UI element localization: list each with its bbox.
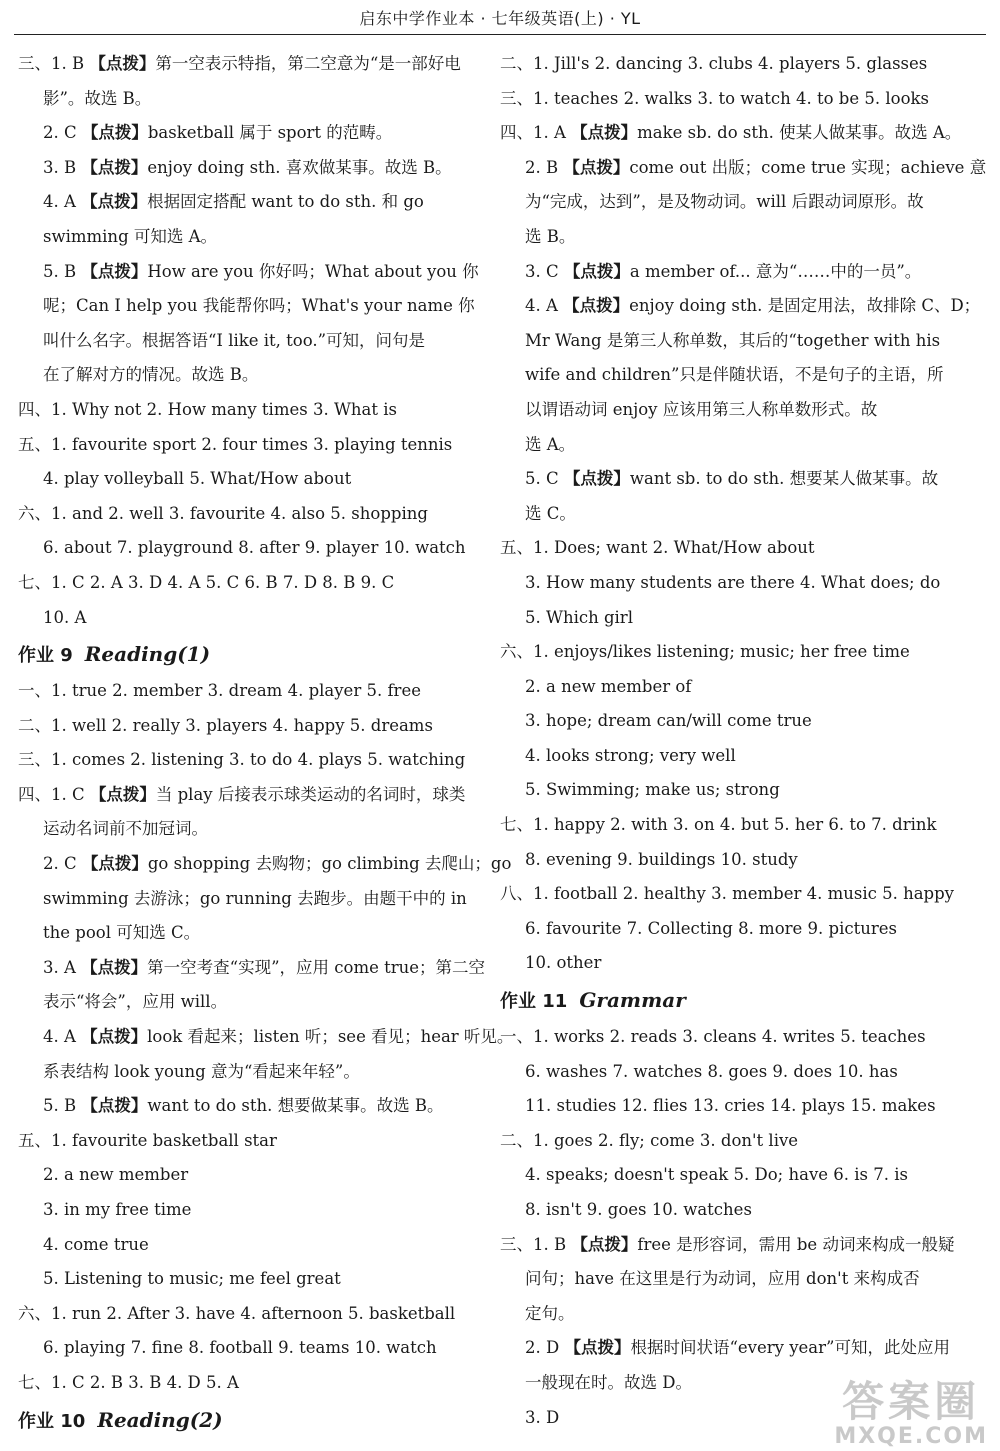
answer-line bbox=[500, 1193, 946, 1228]
tip-label: 【点拨】 bbox=[563, 469, 630, 489]
answer-text: 三、1. comes 2. listening 3. to do 4. plays 5. watching bbox=[18, 750, 466, 770]
answer-label: 三、1. B bbox=[500, 1234, 572, 1254]
answer-line bbox=[500, 1158, 946, 1193]
answer-line bbox=[18, 743, 466, 778]
tip-continuation bbox=[18, 1055, 466, 1090]
answer-with-tip bbox=[500, 116, 962, 151]
tip-continuation bbox=[18, 882, 466, 917]
tip-text: 选 A。 bbox=[525, 434, 576, 454]
answer-line bbox=[18, 1228, 466, 1263]
tip-continuation bbox=[500, 358, 946, 393]
tip-text: How are you 你好吗；What about you 你 bbox=[147, 261, 479, 281]
answer-text: 三、1. teaches 2. walks 3. to watch 4. to be 5. looks bbox=[500, 88, 929, 108]
tip-text: wife and children”只是伴随状语，不是句子的主语，所 bbox=[525, 365, 944, 385]
answer-text: 一、1. true 2. member 3. dream 4. player 5. free bbox=[18, 681, 421, 701]
page-header: 启东中学作业本 · 七年级英语(上) · YL bbox=[359, 9, 641, 28]
section-heading bbox=[18, 635, 466, 674]
answer-line bbox=[500, 635, 946, 670]
tip-text: come out 出版；come true 实现；achieve 意 bbox=[629, 157, 987, 177]
tip-text: 表示“将会”，应用 will。 bbox=[43, 992, 228, 1012]
watermark bbox=[834, 1377, 988, 1449]
tip-text: 根据时间状语“every year”可知，此处应用 bbox=[630, 1338, 950, 1358]
answer-with-tip bbox=[18, 255, 479, 290]
watermark-line2: MXQE.COM bbox=[834, 1424, 988, 1449]
answer-line bbox=[500, 739, 946, 774]
answer-with-tip bbox=[18, 1020, 514, 1055]
answer-text: 3. hope; dream can/will come true bbox=[525, 711, 812, 731]
answer-line bbox=[18, 1262, 466, 1297]
tip-continuation bbox=[18, 324, 466, 359]
answer-line bbox=[500, 601, 946, 636]
tip-text: want to do sth. 想要做某事。故选 B。 bbox=[147, 1096, 444, 1116]
answer-with-tip bbox=[18, 1089, 466, 1124]
tip-continuation bbox=[18, 812, 466, 847]
answer-label: 5. B bbox=[43, 1096, 82, 1116]
section-number: 作业 9 bbox=[18, 645, 73, 667]
tip-label: 【点拨】 bbox=[81, 1096, 148, 1116]
tip-text: go shopping 去购物；go climbing 去爬山；go bbox=[147, 854, 512, 874]
tip-text: the pool 可知选 C。 bbox=[43, 923, 201, 943]
answer-text: 六、1. enjoys/likes listening; music; her free time bbox=[500, 642, 910, 662]
tip-text: 定句。 bbox=[525, 1303, 575, 1323]
answer-line bbox=[500, 704, 946, 739]
tip-continuation bbox=[500, 497, 946, 532]
tip-continuation bbox=[500, 393, 946, 428]
answer-with-tip bbox=[18, 116, 466, 151]
tip-text: swimming 可知选 A。 bbox=[43, 226, 218, 246]
answer-text: 5. Which girl bbox=[525, 607, 633, 627]
answer-text: 2. a new member bbox=[43, 1165, 189, 1185]
answer-line bbox=[500, 773, 946, 808]
tip-continuation bbox=[500, 185, 946, 220]
answer-line bbox=[18, 531, 466, 566]
tip-text: a member of... 意为“……中的一员”。 bbox=[629, 261, 922, 281]
tip-text: 呢；Can I help you 我能帮你吗；What's your name 你 bbox=[43, 296, 475, 316]
answer-line bbox=[18, 1331, 466, 1366]
answer-text: 五、1. favourite basketball star bbox=[18, 1130, 277, 1150]
tip-label: 【点拨】 bbox=[89, 784, 156, 804]
answer-with-tip bbox=[500, 151, 987, 186]
answer-label: 四、1. A bbox=[500, 123, 572, 143]
answer-label: 5. C bbox=[525, 469, 564, 489]
answer-text: 4. play volleyball 5. What/How about bbox=[43, 469, 352, 489]
tip-continuation bbox=[18, 289, 475, 324]
answer-line bbox=[18, 601, 466, 636]
tip-continuation bbox=[500, 324, 946, 359]
answer-with-tip bbox=[18, 185, 466, 220]
answer-text: 4. speaks; doesn't speak 5. Do; have 6. is 7. is bbox=[525, 1165, 908, 1185]
answer-label: 2. C bbox=[43, 123, 82, 143]
answer-line bbox=[500, 912, 946, 947]
answer-line bbox=[18, 497, 466, 532]
tip-text: 运动名词前不加冠词。 bbox=[43, 819, 208, 839]
answer-text: 5. Listening to music; me feel great bbox=[43, 1269, 341, 1289]
answer-text: 10. A bbox=[43, 607, 87, 627]
answer-text: 五、1. favourite sport 2. four times 3. playing tennis bbox=[18, 434, 453, 454]
watermark-line1: 答案圈 bbox=[842, 1377, 981, 1426]
tip-text: 以谓语动词 enjoy 应该用第三人称单数形式。故 bbox=[525, 399, 878, 419]
tip-label: 【点拨】 bbox=[81, 123, 148, 143]
answer-text: 二、1. goes 2. fly; come 3. don't live bbox=[500, 1130, 799, 1150]
tip-continuation bbox=[500, 1297, 946, 1332]
tip-label: 【点拨】 bbox=[81, 192, 148, 212]
tip-continuation bbox=[18, 82, 466, 117]
answer-with-tip bbox=[18, 951, 486, 986]
tip-label: 【点拨】 bbox=[81, 854, 148, 874]
answer-with-tip bbox=[500, 255, 946, 290]
answer-text: 10. other bbox=[525, 953, 602, 973]
answer-text: 6. favourite 7. Collecting 8. more 9. pictures bbox=[525, 918, 897, 938]
answer-text: 6. about 7. playground 8. after 9. player 10. watch bbox=[43, 538, 466, 558]
tip-label: 【点拨】 bbox=[81, 157, 148, 177]
answer-text: 七、1. C 2. B 3. B 4. D 5. A bbox=[18, 1372, 239, 1392]
answer-line bbox=[500, 566, 946, 601]
answer-line bbox=[18, 566, 466, 601]
answer-with-tip bbox=[18, 847, 512, 882]
answer-text: 四、1. Why not 2. How many times 3. What is bbox=[18, 399, 397, 419]
tip-text: 第一空考查“实现”，应用 come true；第二空 bbox=[147, 957, 486, 977]
tip-label: 【点拨】 bbox=[571, 1234, 638, 1254]
answer-line bbox=[500, 47, 946, 82]
answer-line bbox=[500, 1055, 946, 1090]
answer-text: 八、1. football 2. healthy 3. member 4. music 5. happy bbox=[500, 884, 954, 904]
answer-label: 3. C bbox=[525, 261, 564, 281]
answer-line bbox=[500, 1020, 946, 1055]
tip-text: 根据固定搭配 want to do sth. 和 go bbox=[147, 192, 424, 212]
tip-label: 【点拨】 bbox=[81, 261, 148, 281]
answer-text: 六、1. run 2. After 3. have 4. afternoon 5. basketball bbox=[18, 1303, 456, 1323]
section-title: Reading(1) bbox=[84, 642, 211, 667]
tip-text: enjoy doing sth. 喜欢做某事。故选 B。 bbox=[147, 157, 452, 177]
answer-text: 8. isn't 9. goes 10. watches bbox=[525, 1200, 752, 1219]
tip-label: 【点拨】 bbox=[563, 296, 630, 316]
tip-text: free 是形容词，需用 be 动词来构成一般疑 bbox=[637, 1234, 955, 1254]
tip-text: 为“完成，达到”，是及物动词。will 后跟动词原形。故 bbox=[525, 192, 924, 212]
tip-text: 问句；have 在这里是行为动词，应用 don't 来构成否 bbox=[525, 1269, 920, 1289]
answer-label: 2. B bbox=[525, 157, 564, 177]
answer-line bbox=[18, 674, 466, 709]
answer-text: 二、1. well 2. really 3. players 4. happy 5. dreams bbox=[18, 715, 433, 735]
answer-label: 4. A bbox=[43, 192, 82, 212]
answer-line bbox=[500, 1124, 946, 1159]
tip-continuation bbox=[500, 428, 946, 463]
tip-text: 在了解对方的情况。故选 B。 bbox=[43, 365, 259, 385]
answer-line bbox=[18, 1366, 466, 1401]
tip-label: 【点拨】 bbox=[571, 123, 638, 143]
answer-text: 2. a new member of bbox=[525, 676, 692, 696]
tip-continuation bbox=[18, 220, 466, 255]
answer-line bbox=[18, 1124, 466, 1159]
tip-text: look 看起来；listen 听；see 看见；hear 听见。 bbox=[147, 1027, 514, 1047]
tip-text: swimming 去游泳；go running 去跑步。由题干中的 in bbox=[43, 888, 467, 908]
tip-label: 【点拨】 bbox=[89, 54, 156, 73]
tip-label: 【点拨】 bbox=[563, 157, 630, 177]
answer-text: 4. looks strong; very well bbox=[525, 745, 736, 765]
answer-text: 8. evening 9. buildings 10. study bbox=[525, 849, 798, 869]
tip-continuation bbox=[500, 1262, 946, 1297]
answer-label: 3. A bbox=[43, 957, 82, 977]
answer-line bbox=[500, 808, 946, 843]
tip-text: 当 play 后接表示球类运动的名词时，球类 bbox=[155, 784, 466, 804]
section-number: 作业 10 bbox=[18, 1410, 86, 1432]
tip-text: 影”。故选 B。 bbox=[43, 88, 152, 108]
section-number: 作业 11 bbox=[500, 991, 568, 1013]
answer-label: 2. C bbox=[43, 854, 82, 874]
answer-with-tip bbox=[500, 1331, 950, 1366]
answer-line bbox=[500, 877, 954, 912]
tip-label: 【点拨】 bbox=[81, 957, 148, 977]
answer-label: 2. D bbox=[525, 1338, 565, 1358]
answer-with-tip bbox=[500, 1228, 955, 1263]
answer-with-tip bbox=[18, 151, 466, 186]
right-column bbox=[500, 47, 987, 1435]
section-heading bbox=[500, 981, 946, 1020]
answer-text: 七、1. happy 2. with 3. on 4. but 5. her 6. to 7. drink bbox=[500, 815, 937, 835]
tip-continuation bbox=[18, 985, 466, 1020]
answer-line bbox=[18, 1297, 466, 1332]
answer-label: 5. B bbox=[43, 261, 82, 281]
answer-text: 11. studies 12. flies 13. cries 14. plays 15. makes bbox=[525, 1096, 936, 1116]
answer-with-tip bbox=[500, 289, 981, 324]
answer-text: 6. washes 7. watches 8. goes 9. does 10. has bbox=[525, 1061, 898, 1081]
tip-text: 第一空表示特指，第二空意为“是一部好电 bbox=[155, 54, 461, 73]
answer-line bbox=[18, 1193, 466, 1228]
section-title: Reading(2) bbox=[97, 1407, 223, 1432]
answer-line bbox=[18, 393, 466, 428]
answer-line bbox=[500, 670, 946, 705]
answer-text: 五、1. Does; want 2. What/How about bbox=[500, 538, 815, 558]
header-rule bbox=[14, 34, 986, 35]
tip-text: enjoy doing sth. 是固定用法，故排除 C、D； bbox=[629, 296, 981, 316]
left-column bbox=[18, 47, 514, 1440]
answer-text: 6. playing 7. fine 8. football 9. teams 10. watch bbox=[43, 1338, 437, 1358]
answer-label: 4. A bbox=[43, 1027, 82, 1047]
answer-with-tip bbox=[18, 47, 466, 82]
tip-text: 一般现在时。故选 D。 bbox=[525, 1372, 692, 1392]
answer-text: 3. How many students are there 4. What does; do bbox=[525, 572, 941, 592]
answer-line bbox=[18, 1158, 466, 1193]
tip-text: 选 C。 bbox=[525, 503, 576, 523]
section-heading bbox=[18, 1401, 466, 1440]
answer-line bbox=[18, 428, 466, 463]
tip-label: 【点拨】 bbox=[81, 1027, 148, 1047]
answer-line bbox=[500, 1089, 946, 1124]
answer-with-tip bbox=[500, 462, 946, 497]
tip-continuation bbox=[18, 358, 466, 393]
tip-text: 系表结构 look young 意为“看起来年轻”。 bbox=[43, 1061, 360, 1081]
answer-label: 三、1. B bbox=[18, 54, 90, 73]
answer-text: 3. D bbox=[525, 1407, 560, 1427]
answer-text: 5. Swimming; make us; strong bbox=[525, 780, 780, 800]
answer-text: 六、1. and 2. well 3. favourite 4. also 5. shopping bbox=[18, 503, 428, 523]
tip-text: want sb. to do sth. 想要某人做某事。故 bbox=[629, 469, 939, 489]
answer-text: 3. in my free time bbox=[43, 1200, 192, 1219]
tip-continuation bbox=[18, 916, 466, 951]
answer-label: 4. A bbox=[525, 296, 564, 316]
answer-line bbox=[500, 531, 946, 566]
answer-label: 3. B bbox=[43, 157, 82, 177]
tip-continuation bbox=[500, 220, 946, 255]
answer-text: 七、1. C 2. A 3. D 4. A 5. C 6. B 7. D 8. B 9. C bbox=[18, 572, 395, 592]
answer-line bbox=[18, 709, 466, 744]
answer-line bbox=[500, 82, 946, 117]
answer-text: 一、1. works 2. reads 3. cleans 4. writes 5. teaches bbox=[500, 1027, 926, 1047]
answer-text: 4. come true bbox=[43, 1234, 149, 1254]
tip-label: 【点拨】 bbox=[564, 1338, 631, 1358]
tip-text: 叫什么名字。根据答语“I like it, too.”可知，问句是 bbox=[43, 330, 426, 350]
answer-label: 四、1. C bbox=[18, 784, 90, 804]
tip-text: make sb. do sth. 使某人做某事。故选 A。 bbox=[637, 123, 962, 143]
answer-text: 二、1. Jill's 2. dancing 3. clubs 4. players 5. glasses bbox=[500, 54, 928, 73]
tip-label: 【点拨】 bbox=[563, 261, 630, 281]
answer-line bbox=[500, 843, 946, 878]
tip-text: basketball 属于 sport 的范畴。 bbox=[147, 123, 393, 143]
tip-text: 选 B。 bbox=[525, 226, 576, 246]
answer-line bbox=[18, 462, 466, 497]
section-title: Grammar bbox=[579, 988, 686, 1013]
tip-text: Mr Wang 是第三人称单数，其后的“together with his bbox=[525, 330, 941, 350]
answer-line bbox=[500, 946, 946, 981]
answer-with-tip bbox=[18, 778, 466, 813]
